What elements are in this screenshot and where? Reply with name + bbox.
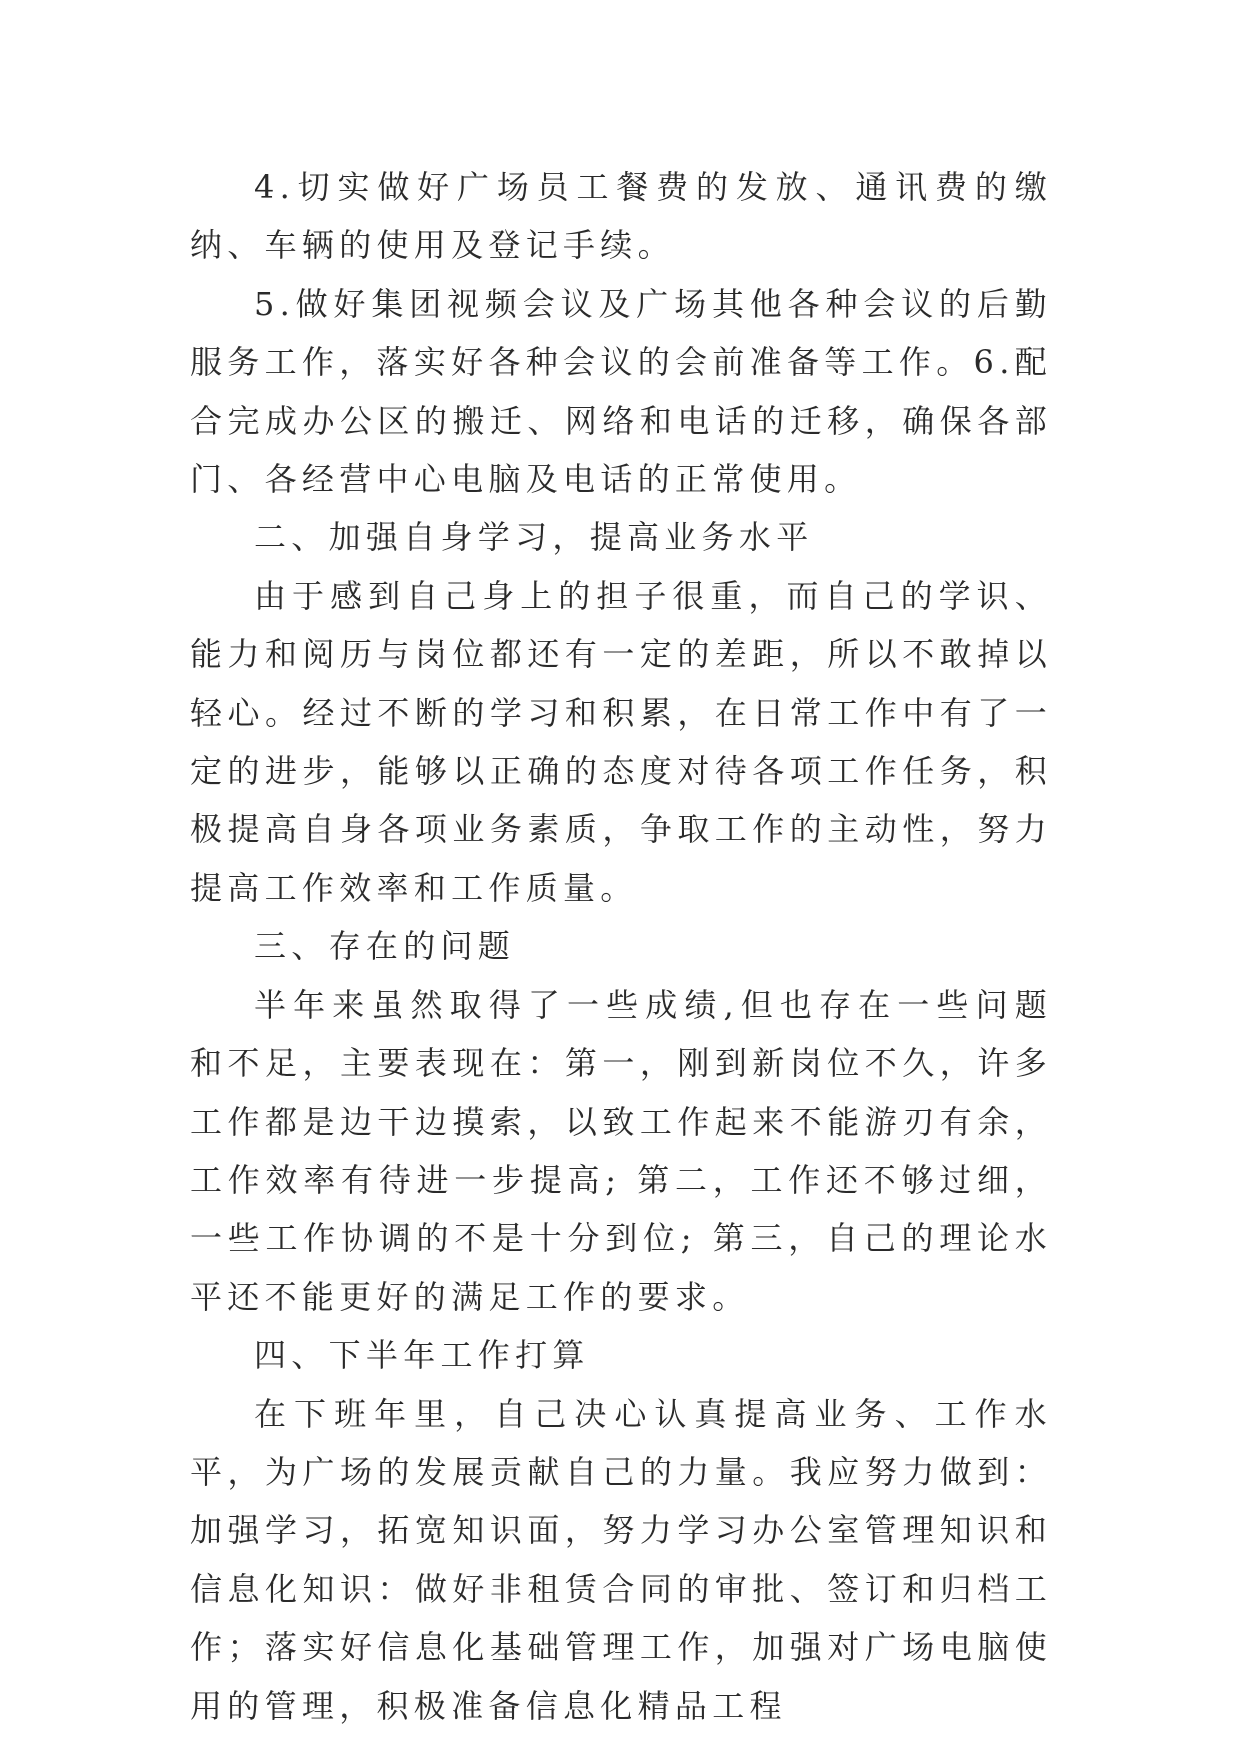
paragraph-item-4: 4.切实做好广场员工餐费的发放、通讯费的缴纳、车辆的使用及登记手续。 — [190, 168, 1052, 265]
document-body — [190, 158, 1052, 1735]
section-heading-problems: 三、存在的问题 — [254, 927, 516, 966]
section-heading-plan: 四、下半年工作打算 — [254, 1336, 590, 1375]
paragraph-plan: 在下班年里，自己决心认真提高业务、工作水平，为广场的发展贡献自己的力量。我应努力做到：加强学习，拓宽知识面，努力学习办公室管理知识和信息化知识：做好非租赁合同的审批、签订和归档工作；落实好信息化基础管理工作，加强对广场电脑使用的管理，积极准备信息化精品工程 — [190, 1394, 1052, 1725]
paragraph-problems: 半年来虽然取得了一些成绩,但也存在一些问题和不足，主要表现在：第一，刚到新岗位不久，许多工作都是边干边摸索，以致工作起来不能游刃有余，工作效率有待进一步提高; 第二，工作还不够过细，一些工作协调的不是十分到位; 第三，自己的理论水平还不能更好的满足工作的要求。 — [190, 985, 1052, 1316]
paragraph-item-5-6: 5.做好集团视频会议及广场其他各种会议的后勤服务工作，落实好各种会议的会前准备等工作。6.配合完成办公区的搬迁、网络和电话的迁移，确保各部门、各经营中心电脑及电话的正常使用。 — [190, 284, 1052, 499]
paragraph-self-study: 由于感到自己身上的担子很重，而自己的学识、能力和阅历与岗位都还有一定的差距，所以不敢掉以轻心。经过不断的学习和积累，在日常工作中有了一定的进步，能够以正确的态度对待各项工作任务，积极提高自身各项业务素质，争取工作的主动性，努力提高工作效率和工作质量。 — [190, 576, 1052, 907]
section-heading-self-study: 二、加强自身学习，提高业务水平 — [254, 518, 814, 557]
